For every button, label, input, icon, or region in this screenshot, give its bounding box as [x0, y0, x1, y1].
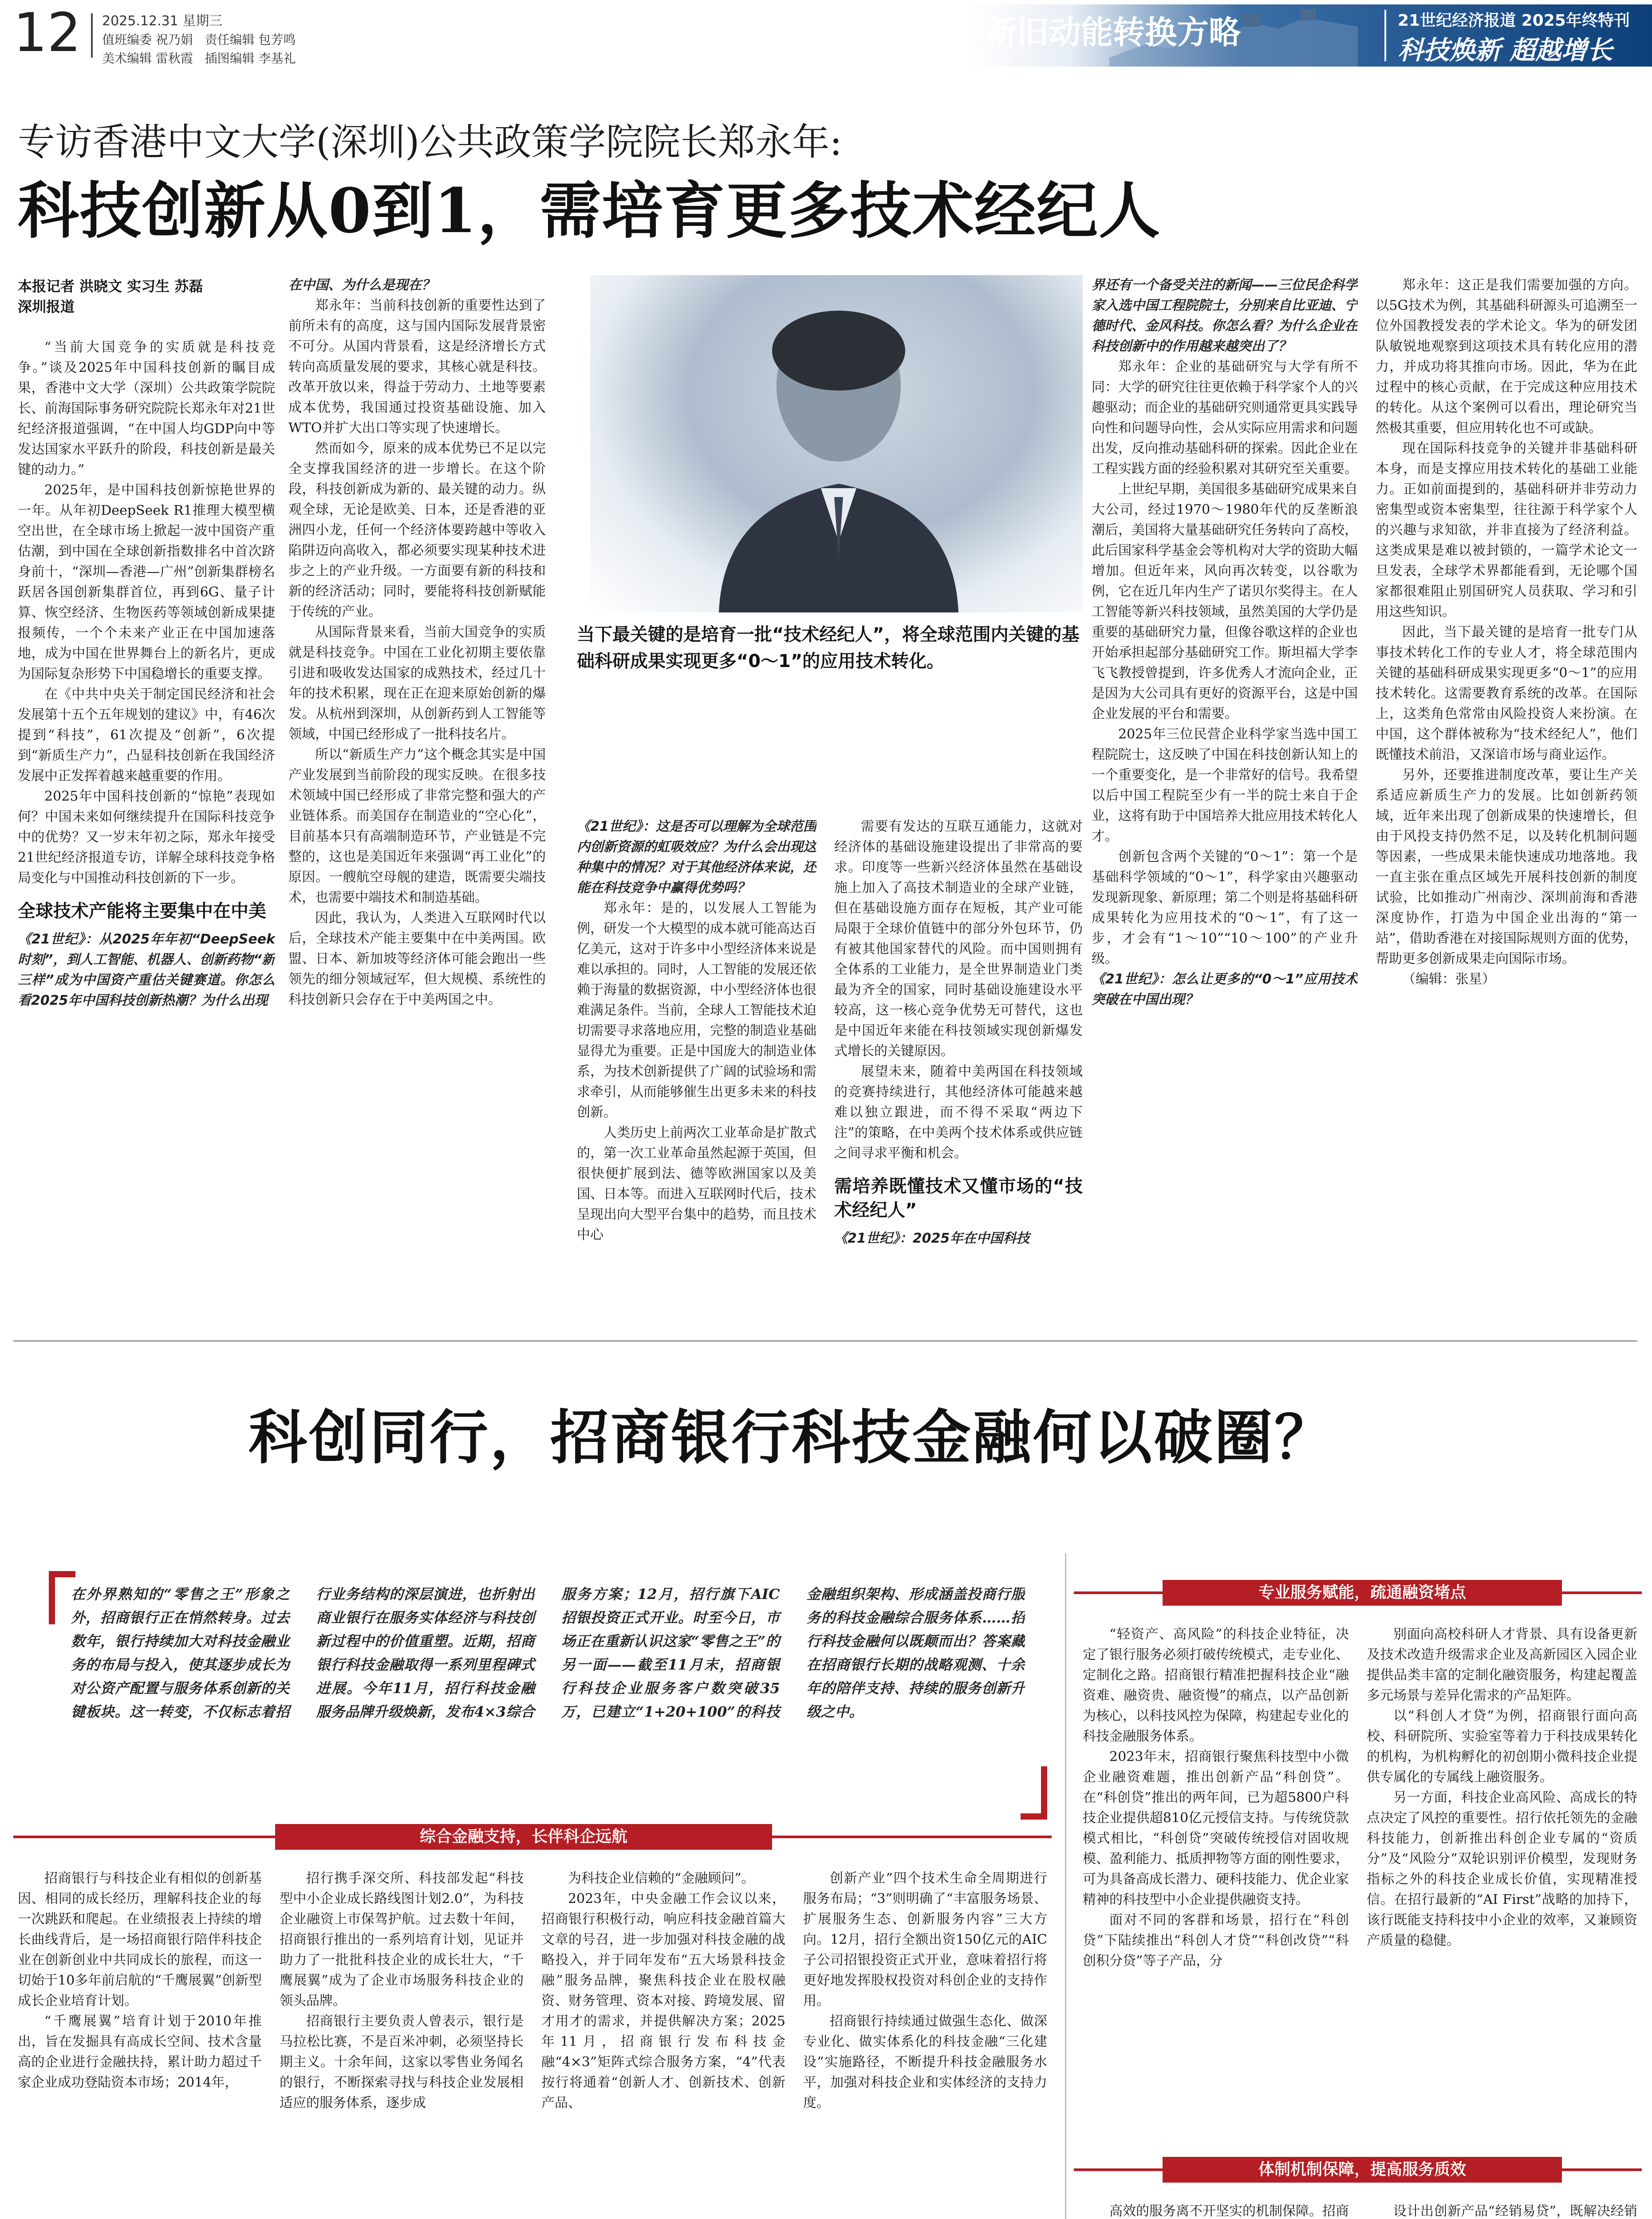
- paragraph: 招商银行持续通过做强生态化、做深专业化、做实体系化的科技金融“三化建设”实施路径，不断提升科技金融服务水平，加强对科技企业和实体经济的支持力度。: [803, 2014, 1047, 2111]
- paragraph: 因此，当下最关键的是培育一批专门从事技术转化工作的专业人才，将全球范围内关键的基础科研成果实现更多“0～1”的应用技术转化。这需要教育系统的改革。在国际上，这类角色常常由风险投资人来扮演。在中国，这个群体被称为“技术经纪人”，他们既懂技术前沿，又深谙市场与商业运作。: [1376, 624, 1637, 762]
- paragraph: 设计出创新产品“经销易贷”，既解决经销: [1393, 2203, 1637, 2219]
- section-heading-4: 体制机制保障，提高服务质效: [1163, 2157, 1562, 2183]
- paragraph: 招行携手深交所、科技部发起“科技型中小企业成长路线图计划2.0”，为科技企业融资上市保驾护航。过去数十年间，招商银行推出的一系列培育计划，见证并助力了一批批科技企业的成长壮大，“千鹰展翼”成为了企业市场服务科技企业的领头品牌。: [280, 1871, 524, 2009]
- article1-column-5: [1092, 275, 1358, 1314]
- subheading: 需培养既懂技术又懂市场的“技术经纪人”: [834, 1176, 1083, 1220]
- brand-slogan: 科技焕新 超越增长: [1398, 35, 1613, 65]
- paragraph: 郑永年：当前科技创新的重要性达到了前所未有的高度，这与国内国际发展背景密不可分。从国内背景看，这是经济增长方式转向高质量发展的要求，其核心就是科技。改革开放以来，得益于劳动力、土地等要素成本优势，我国通过投资基础设施、加入WTO并扩大出口等实现了快速增长。: [288, 298, 546, 436]
- paragraph: 2025年中国科技创新的“惊艳”表现如何？中国未来如何继续提升在国际科技竞争中的优势？又一岁末年初之际，郑永年接受21世纪经济报道专访，详解全球科技竞争格局变化与中国推动科技创新的下一步。: [18, 789, 275, 886]
- page-number: 12: [13, 2, 81, 64]
- section3-column-1: [1083, 1624, 1349, 2219]
- issue-date: 2025.12.31 星期三: [102, 13, 223, 29]
- paragraph: 所以“新质生产力”这个概念其实是中国产业发展到当前阶段的现实反映。在很多技术领域中国已经形成了非常完整和强大的产业链体系。而美国存在制造业的“空心化”，目前基本只有高端制造环节，产业链是不完整的，这也是美国近年来强调“再工业化”的原因。一艘航空母舰的建造，既需要尖端技术，也需要中端技术和制造基础。: [288, 747, 546, 905]
- section4-column-1: [1083, 2201, 1349, 2219]
- paragraph: 以“科创人才贷”为例，招商银行面向高校、科研院所、实验室等着力于科技成果转化的机构，为机构孵化的初创期小微科技企业提供专属化的专属线上融资服务。: [1367, 1708, 1637, 1785]
- paragraph: 高效的服务离不开坚实的机制保障。招商: [1109, 2203, 1349, 2219]
- editors-line-1: 值班编委 祝乃娟 责任编辑 包芳鸣: [102, 32, 296, 47]
- paragraph: 人类历史上前两次工业革命是扩散式的，第一次工业革命虽然起源于英国，但很快便扩展到法、德等欧洲国家以及美国、日本等。而进入互联网时代后，技术呈现出向大型平台集中的趋势，而且技术中心: [577, 1125, 816, 1243]
- interviewee-photo: [590, 275, 1083, 612]
- paragraph: 因此，我认为，人类进入互联网时代以后，全球技术产能主要集中在中美两国。欧盟、日本、新加坡等经济体可能会跑出一些领先的细分领域冠军，但大规模、系统性的科技创新只会存在于中美两国之中。: [288, 910, 546, 1007]
- article1-column-2: [288, 275, 546, 1314]
- photo-caption: 当下最关键的是培育一批“技术经纪人”，将全球范围内关键的基础科研成果实现更多“0～1”的应用技术转化。: [577, 624, 1080, 671]
- paragraph: “轻资产、高风险”的科技企业特征，决定了银行服务必须打破传统模式，走专业化、定制化之路。招商银行精准把握科技企业“融资难、融资贵、融资慢”的痛点，以产品创新为核心，以科技风控为保障，构建起专业化的科技金融服务体系。: [1083, 1627, 1349, 1744]
- intro-box: [49, 1571, 1047, 1820]
- section1-column-1: [18, 1868, 262, 2219]
- paragraph: 郑永年：企业的基础研究与大学有所不同：大学的研究往往更依赖于科学家个人的兴趣驱动；而企业的基础研究则通常更具实践导向性和问题导向性，会从实际应用需求和问题出发，反向推动基础科研的探索。因此企业在工程实践方面的经验积累对其研究至关重要。: [1092, 359, 1358, 477]
- section1-column-3: [541, 1868, 785, 2219]
- paragraph: “千鹰展翼”培育计划于2010年推出，旨在发掘具有高成长空间、技术含量高的企业进行金融扶持，累计助力超过千家企业成功登陆资本市场；2014年，: [18, 2014, 262, 2090]
- paragraph: 展望未来，随着中美两国在科技领域的竞赛持续进行，其他经济体可能越来越难以独立跟进，而不得不采取“两边下注”的策略，在中美两个技术体系或供应链之间寻求平衡和机会。: [834, 1064, 1083, 1161]
- article1-column-1: [18, 337, 275, 1314]
- paragraph: 另外，还要推进制度改革，要让生产关系适应新质生产力的发展。比如创新药领域，近年来出现了创新成果的快速增长，但由于风投支持仍然不足，以及转化机制问题等因素，一些成果未能快速成功地落地。我一直主张在重点区域先开展科技创新的制度试验，比如推动广州南沙、深圳前海和香港深度协作，打造为中国企业出海的“第一站”，借助香港在对接国际规则方面的优势，帮助更多创新成果走向国际市场。: [1376, 767, 1637, 967]
- section-title: 新旧动能转换方略: [985, 14, 1241, 51]
- paragraph: 2023年末，招商银行聚焦科技型中小微企业融资难题，推出创新产品“科创贷”。在“科创贷”推出的两年间，已为超5800户科技企业提供超810亿元授信支持。与传统贷款模式相比，“科创贷”突破传统授信对固收规模、盈利能力、抵质押物等方面的刚性要求，可为具备高成长潜力、硬科技能力、优企业家精神的科技型中小企业提供融资支持。: [1083, 1749, 1349, 1907]
- paragraph: 招商银行与科技企业有相似的创新基因、相同的成长经历，理解科技企业的每一次跳跃和爬起。在业绩报表上持续的增长曲线背后，是一场招商银行陪伴科技企业在创新创业中共同成长的旅程，而这一切始于10多年前启航的“千鹰展翼”创新型成长企业培育计划。: [18, 1871, 262, 2009]
- paragraph: 郑永年：是的，以发展人工智能为例，研发一个大模型的成本就可能高达百亿美元，这对于许多中小型经济体来说是难以承担的。同时，人工智能的发展还依赖于海量的数据资源，中小型经济体也很难满足条件。当前，全球人工智能技术迫切需要寻求落地应用，完整的制造业基础显得尤为重要。正是中国庞大的制造业体系，为技术创新提供了广阔的试验场和需求牵引，从而能够催生出更多未来的科技创新。: [577, 900, 816, 1120]
- paragraph: 2025年，是中国科技创新惊艳世界的一年。从年初DeepSeek R1推理大模型横空出世，在全球市场上掀起一波中国资产重估潮，到中国在全球创新指数排名中首次跻身前十，“深圳—香港—广州”创新集群榜名跃居各国创新集群首位，再到6G、量子计算、恢空经济、生物医药等领域创新成果捷报频传，一个个未来产业正在中国加速落地，成为中国在世界舞台上的新名片，更成为国际复杂形势下中国稳增长的重要支撑。: [18, 482, 275, 682]
- paragraph: 现在国际科技竞争的关键并非基础科研本身，而是支撑应用技术转化的基础工业能力。正如前面提到的，基础科研并非劳动力密集型或资本密集型，往往源于科学家个人的兴趣与求知欲，并非直接为了经济利益。这类成果是难以被封锁的，一篇学术论文一旦发表，全球学术界都能看到，无论哪个国家都很难阻止别国研究人员获取、学习和引用这些知识。: [1376, 441, 1637, 620]
- subheading: 全球技术产能将主要集中在中美: [18, 901, 266, 921]
- interview-question: 《21世纪》：这是否可以理解为全球范围内创新资源的虹吸效应？为什么会出现这种集中的情况？对于其他经济体来说，还能在科技竞争中赢得优势吗？: [577, 819, 816, 896]
- section-heading-1: 综合金融支持，长伴科企远航: [275, 1824, 772, 1850]
- paragraph: 另一方面，科技企业高风险、高成长的特点决定了风控的重要性。招行依托领先的金融科技能力，创新推出科创企业专属的“资质分”及“风险分”双轮识别评价模型，发现财务指标之外的科技企业成长价值，实现精准授信。在招行最新的“AI First”战略的加持下，该行既能支持科技中小企业的效率，又兼顾资产质量的稳健。: [1367, 1790, 1637, 1948]
- paragraph: 面对不同的客群和场景，招行在“科创贷”下陆续推出“科创人才贷”“科创改贷”“科创积分贷”等子产品，分: [1083, 1912, 1349, 1969]
- interview-question: 《21世纪》：2025年在中国科技: [834, 1231, 1030, 1246]
- article1-headline: 科技创新从0到1，需培育更多技术经纪人: [18, 174, 1161, 247]
- paragraph: 2025年三位民营企业科学家当选中国工程院院士，这反映了中国在科技创新认知上的一个重要变化，是一个非常好的信号。我希望以后中国工程院至少有一半的院士来自于企业，这将有助于中国培养大批应用技术转化人才。: [1092, 727, 1358, 844]
- article1-column-6: [1376, 275, 1637, 1314]
- paragraph: （编辑：张星）: [1402, 971, 1495, 987]
- brand-line: 21世纪经济报道 2025年终特刊: [1398, 12, 1630, 30]
- paragraph: 上世纪早期，美国很多基础研究成果来自大公司，经过1970～1980年代的反垄断浪潮后，美国将大量基础研究任务转向了高校，此后国家科学基金会等机构对大学的资助大幅增加。但近年来，风向再次转变，以谷歌为例，它在近几年内生产了诺贝尔奖得主。在人工智能等新兴科技领域，虽然美国的大学仍是重要的基础研究力量，但像谷歌这样的企业也开始承担起部分基础研究工作。斯坦福大学李飞飞教授曾提到，许多优秀人才流向企业，正是因为大公司具有更好的资源平台，这是中国企业发展的平台和需要。: [1092, 482, 1358, 722]
- paragraph: 在《中共中央关于制定国民经济和社会发展第十五个五年规划的建议》中，有46次提到“科技”，61次提及“创新”，6次提到“新质生产力”，凸显科技创新在我国经济发展中正发挥着越来越重要的作用。: [18, 687, 275, 784]
- paragraph: 需要有发达的互联互通能力，这就对经济体的基础设施建设提出了非常高的要求。印度等一些新兴经济体虽然在基础设施上加入了高技术制造业的全球产业链，但在基础设施方面存在短板，其产业可能局限于全球价值链中的部分外包环节，仍有被其他国家替代的风险。而中国则拥有全体系的工业能力，是全世界制造业门类最为齐全的国家，同时基础设施建设水平较高，这一核心竞争优势无可替代，这也是中国近年来能在科技领域实现创新爆发式增长的关键原因。: [834, 819, 1083, 1059]
- portrait-illustration: [590, 275, 1083, 612]
- section4-column-2: [1367, 2201, 1637, 2219]
- paragraph: 为科技企业信赖的“金融顾问”。: [568, 1871, 755, 1886]
- paragraph: 别面向高校科研人才背景、具有设备更新及技术改造升级需求企业及高新园区入园企业提供品类丰富的定制化融资服务，构建起覆盖多元场景与差异化需求的产品矩阵。: [1367, 1627, 1637, 1703]
- byline-reporters: 本报记者 洪晓文 实习生 苏磊: [18, 278, 203, 295]
- intro-text: 在外界熟知的“零售之王”形象之外，招商银行正在悄然转身。过去数年，银行持续加大对科技金融业务的布局与投入，使其逐步成长为对公资产配置与服务体系创新的关键板块。这一转变，不仅标志着招行业务结构的深层演进，也折射出商业银行在服务实体经济与科技创新过程中的价值重塑。近期，招商银行科技金融取得一系列里程碑式进展。今年11月，招行科技金融服务品牌升级焕新，发布4×3综合服务方案；12月，招行旗下AIC招银投资正式开业。时至今日，市场正在重新认识这家“零售之王”的另一面——截至11月末，招商银行科技企业服务客户数突破35万，已建立“1+20+100”的科技金融组织架构、形成涵盖投商行服务的科技金融综合服务体系……招行科技金融何以既颠而出？答案藏在招商银行长期的战略观测、十余年的陪伴支持、持续的服务创新升级之中。: [71, 1586, 1025, 1720]
- paragraph: 创新包含两个关键的“0～1”：第一个是基础科学领域的“0～1”，科学家由兴趣驱动发现新现象、新原理；第二个则是将基础科研成果转化为应用技术的“0～1”，有了这一步，才会有“1～10”“10～100”的产业升级。: [1092, 849, 1358, 967]
- paragraph: 郑永年：这正是我们需要加强的方向。以5G技术为例，其基础科研源头可追溯至一位外国教授发表的学术论文。华为的研发团队敏锐地观察到这项技术具有转化应用的潜力，并成功将其推向市场。因此，华为在此过程中的核心贡献，在于完成这种应用技术的转化。从这个案例可以看出，理论研究当然极其重要，但应用转化也不可或缺。: [1376, 277, 1637, 436]
- paragraph: 然而如今，原来的成本优势已不足以完全支撑我国经济的进一步增长。在这个阶段，科技创新成为新的、最关键的动力。纵观全球，无论是欧美、日本，还是香港的亚洲四小龙，任何一个经济体要跨越中等收入陷阱迈向高收入，都必须要实现某种技术进步之上的产业升级。一方面要有新的科技和新的经济活动；同时，要能将科技创新赋能于传统的产业。: [288, 441, 546, 620]
- article-divider: [13, 1340, 1637, 1342]
- editors-line-2: 美术编辑 雷秋霞 插图编辑 李基礼: [102, 51, 296, 66]
- section1-column-4: [803, 1868, 1047, 2219]
- section-heading-3: 专业服务赋能，疏通融资堵点: [1163, 1580, 1562, 1606]
- interview-question: 《21世纪》：怎么让更多的“0～1”应用技术突破在中国出现？: [1092, 971, 1358, 1007]
- article1-column-4: [834, 817, 1083, 1314]
- paragraph: 招商银行主要负责人曾表示，银行是马拉松比赛，不是百米冲刺，必须坚持长期主义。十余年间，这家以零售业务闻名的银行，不断探索寻找与科技企业发展相适应的服务体系，逐步成: [280, 2014, 524, 2111]
- paragraph: 从国际背景来看，当前大国竞争的实质就是科技竞争。中国在工业化初期主要依靠引进和吸收发达国家的成熟技术，经过几十年的技术积累，现在正在迎来原始创新的爆发。从杭州到深圳，从创新药到人工智能等领域，中国已经形成了一批科技名片。: [288, 624, 546, 742]
- interview-question: 界还有一个备受关注的新闻——三位民企科学家入选中国工程院院士，分别来自比亚迪、宁德时代、金风科技。你怎么看？为什么企业在科技创新中的作用越来越突出了？: [1092, 277, 1358, 354]
- byline-location: 深圳报道: [18, 298, 75, 315]
- masthead: [0, 0, 1652, 71]
- paragraph: 2023年，中央金融工作会议以来，招商银行积极行动，响应科技金融首篇大文章的号召，进一步加强对科技金融的战略投入，并于同年发布“五大场景科技金融”服务品牌，聚焦科技企业在股权融资、财务管理、资本对接、跨境发展、留才用才的需求，并提供解决方案；2025年11月，招商银行发布科技金融“4×3”矩阵式综合服务方案，“4”代表按行将通着“创新人才、创新技术、创新产品、: [541, 1891, 785, 2111]
- article2-headline: 科创同行，招商银行科技金融何以破圈？: [248, 1403, 1335, 1472]
- interview-question: 《21世纪》：从2025年年初“DeepSeek时刻”，到人工智能、机器人、创新药物“新三样”成为中国资产重估关键赛道。你怎么看2025年中国科技创新热潮？为什么出现: [18, 932, 275, 1008]
- paragraph: “当前大国竞争的实质就是科技竞争。”谈及2025年中国科技创新的瞩目成果，香港中文大学（深圳）公共政策学院院长、前海国际事务研究院院长郑永年对21世纪经济报道强调，“在中国人均GDP向中等发达国家水平跃升的阶段，科技创新是最关键的动力。”: [18, 340, 275, 478]
- section1-column-2: [280, 1868, 524, 2219]
- article1-column-3: [577, 817, 816, 1314]
- section3-column-2: [1367, 1624, 1637, 2219]
- paragraph: 创新产业”四个技术生命全周期进行服务布局；“3”则明确了“丰富服务场景、扩展服务生态、创新服务内容”三大方向。12月，招行全额出资150亿元的AIC子公司招银投资正式开业，意味着招行将更好地发挥股权投资对科创企业的支持作用。: [803, 1871, 1047, 2009]
- article1-kicker: 专访香港中文大学(深圳)公共政策学院院长郑永年:: [18, 120, 842, 164]
- interview-question: 在中国、为什么是现在？: [288, 277, 435, 293]
